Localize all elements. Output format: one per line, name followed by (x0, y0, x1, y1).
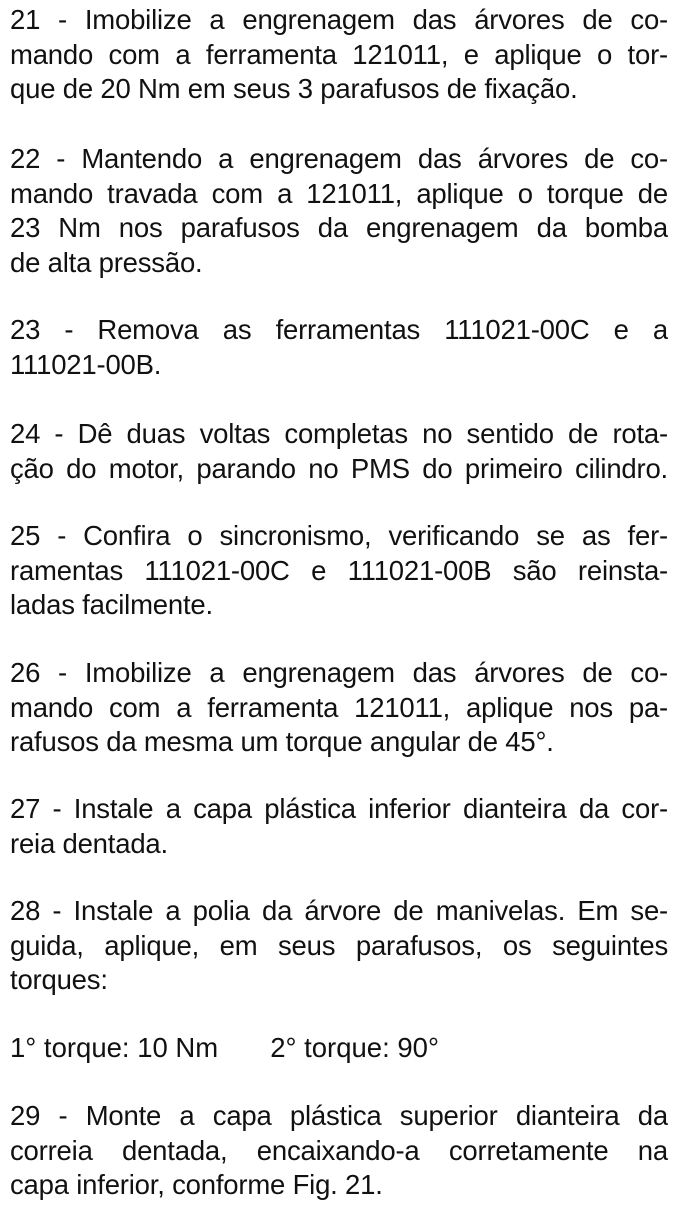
step-line: 23 Nm nos parafusos da engrenagem da bomba (10, 212, 668, 243)
step-line: 29 - Monte a capa plástica superior dianteira da (10, 1100, 668, 1131)
step-29 (10, 1099, 668, 1203)
step-28 (10, 894, 668, 998)
step-line: reia dentada. (10, 827, 168, 859)
step-line: mando com a ferramenta 121011, e aplique o tor- (10, 38, 668, 70)
torque-values (10, 1031, 439, 1066)
step-22 (10, 142, 668, 280)
second-torque: 2° torque: 90° (270, 1032, 439, 1063)
step-line: 21 - Imobilize a engrenagem das árvores de co- (10, 4, 668, 35)
step-line: 26 - Imobilize a engrenagem das árvores de co- (10, 657, 668, 688)
step-line: de alta pressão. (10, 246, 203, 278)
step-line: mando travada com a 121011, aplique o torque de (10, 177, 668, 209)
step-line: guida, aplique, em seus parafusos, os seguintes (10, 929, 668, 961)
step-line: rafusos da mesma um torque angular de 45°. (10, 726, 554, 757)
step-line: 28 - Instale a polia da árvore de manivelas. Em se- (10, 895, 668, 926)
step-24 (10, 417, 668, 486)
step-line: 25 - Confira o sincronismo, verificando se as fer- (10, 520, 668, 551)
step-27 (10, 792, 668, 861)
step-line: mando com a ferramenta 121011, aplique nos pa- (10, 691, 668, 723)
step-25 (10, 519, 668, 623)
step-line: capa inferior, conforme Fig. 21. (10, 1169, 383, 1200)
step-line: ramentas 111021-00C e 111021-00B são reinsta- (10, 554, 668, 586)
step-line: 24 - Dê duas voltas completas no sentido de rota- (10, 418, 668, 449)
step-line: 27 - Instale a capa plástica inferior dianteira da cor- (10, 793, 668, 824)
step-line: ção do motor, parando no PMS do primeiro cilindro. (10, 452, 668, 484)
step-26 (10, 656, 668, 760)
step-line: 23 - Remova as ferramentas 111021-00C e a (10, 314, 668, 345)
step-23 (10, 313, 668, 382)
step-line: que de 20 Nm em seus 3 parafusos de fixação. (10, 73, 578, 104)
step-line: correia dentada, encaixando-a corretamente na (10, 1134, 668, 1166)
step-line: 22 - Mantendo a engrenagem das árvores de co- (10, 143, 668, 174)
step-line: 111021-00B. (10, 348, 162, 380)
step-21 (10, 3, 668, 107)
step-line: torques: (10, 964, 108, 995)
first-torque: 1° torque: 10 Nm (10, 1032, 219, 1063)
step-line: ladas facilmente. (10, 589, 213, 620)
